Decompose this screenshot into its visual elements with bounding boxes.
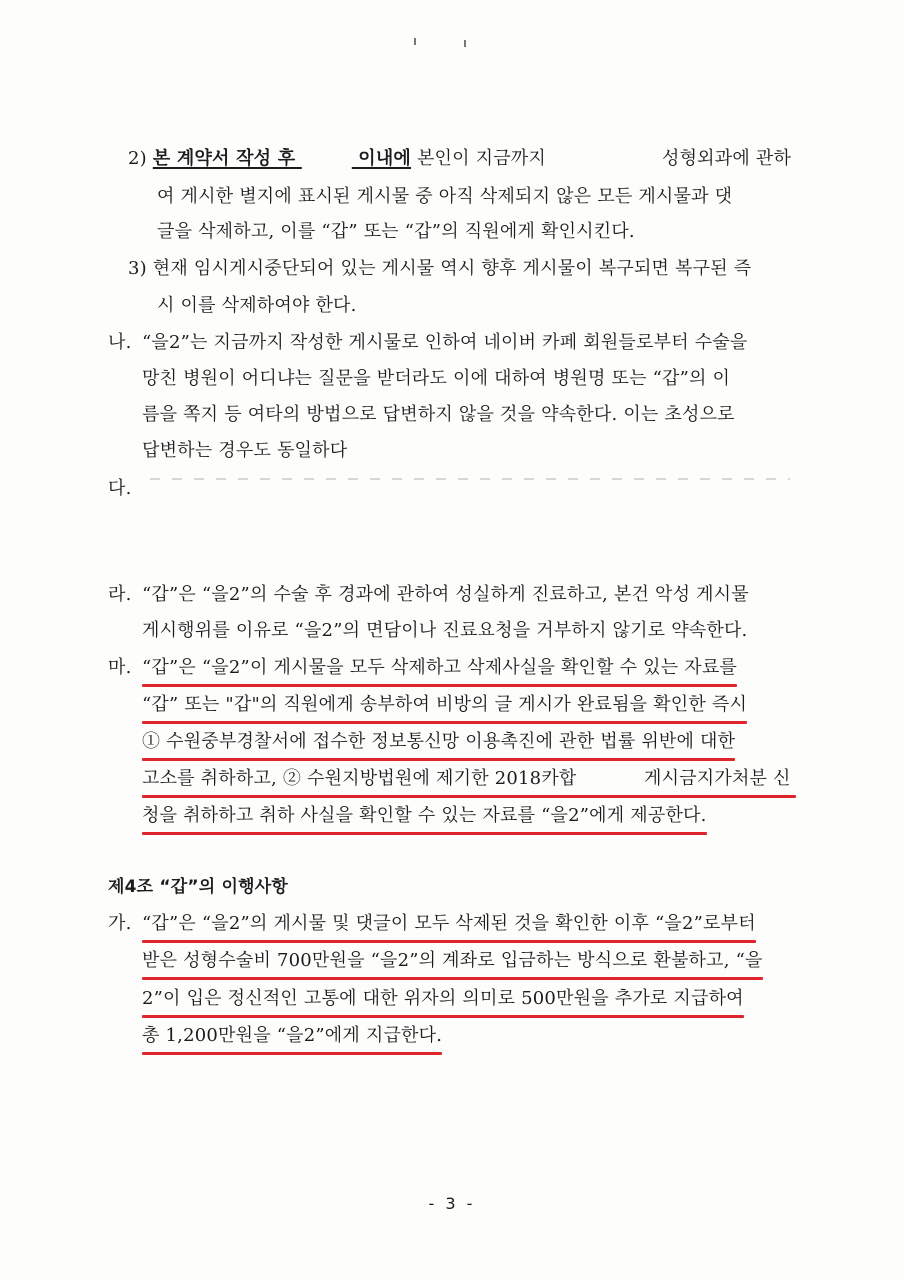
section-ga-marker: 가. <box>108 913 132 934</box>
scan-speck <box>464 40 466 47</box>
section-ga-line-1: “갑”은 “을2”의 게시물 및 댓글이 모두 삭제된 것을 확인한 이후 “을2”로부터 <box>142 911 756 937</box>
section-ga-line-3: 2”이 입은 정신적인 고통에 대한 위자의 의미로 500만원을 추가로 지급하여 <box>142 986 744 1012</box>
item-2-deadline: 본 계약서 작성 후 이내에 <box>152 148 412 169</box>
section-na-line-2: 망친 병원이 어디냐는 질문을 받더라도 이에 대하여 병원명 또는 “갑”의 이 <box>142 368 731 389</box>
article-4-heading: 제4조 “갑”의 이행사항 <box>108 877 288 897</box>
page-number: - 3 - <box>428 1194 476 1213</box>
section-na-line-3: 름을 쪽지 등 여타의 방법으로 답변하지 않을 것을 약속한다. 이는 초성으로 <box>142 404 735 425</box>
section-ma-line-1: “갑”은 “을2”이 게시물을 모두 삭제하고 삭제사실을 확인할 수 있는 자료를 <box>142 655 737 681</box>
section-ga-line-4: 총 1,200만원을 “을2”에게 지급한다. <box>142 1023 442 1049</box>
section-ra-line-2: 게시행위를 이유로 “을2”의 면담이나 진료요청을 거부하지 않기로 약속한다. <box>142 620 748 641</box>
section-ga-line-2: 받은 성형수술비 700만원을 “을2”의 계좌로 입금하는 방식으로 환불하고, “을 <box>142 948 763 974</box>
item-2-number: 2) <box>128 148 147 169</box>
red-underline <box>142 795 796 798</box>
redaction-dotted-line <box>150 478 790 480</box>
red-underline <box>142 832 707 835</box>
section-ma-line-5: 청을 취하하고 취하 사실을 확인할 수 있는 자료를 “을2”에게 제공한다. <box>142 803 707 829</box>
item-2-line-2: 여 게시한 별지에 표시된 게시물 중 아직 삭제되지 않은 모든 게시물과 댓 <box>157 186 733 207</box>
red-underline <box>142 721 747 724</box>
item-3-line-2: 시 이를 삭제하여야 한다. <box>157 295 357 316</box>
item-2-line-1 <box>128 146 546 172</box>
section-ma-line-2: “갑” 또는 "갑"의 직원에게 송부하여 비방의 글 게시가 완료됨을 확인한 즉시 <box>142 692 747 718</box>
item-2-line-3: 글을 삭제하고, 이를 “갑” 또는 “갑”의 직원에게 확인시킨다. <box>157 221 635 242</box>
section-da-marker: 다. <box>108 478 132 499</box>
section-ma-marker: 마. <box>108 657 132 678</box>
section-na-marker: 나. <box>108 332 132 353</box>
red-underline <box>142 758 735 761</box>
section-na-line-1: “을2”는 지금까지 작성한 게시물로 인하여 네이버 카페 회원들로부터 수술을 <box>142 332 748 353</box>
item-3-line-1: 3) 현재 임시게시중단되어 있는 게시물 역시 향후 게시물이 복구되면 복구된 즉 <box>128 258 752 279</box>
section-ma-line-4: 고소를 취하하고, ② 수원지방법원에 제기한 2018카합 <box>142 766 796 792</box>
item-3-number: 3) <box>128 258 147 279</box>
red-underline <box>142 940 756 943</box>
section-ma-line-4-tail: 게시금지가처분 신 <box>644 768 791 789</box>
red-underline <box>142 1052 442 1055</box>
section-na-line-4: 답변하는 경우도 동일하다 <box>142 440 348 461</box>
scan-speck <box>414 38 416 45</box>
item-2-line-1-tail: 성형외과에 관하 <box>662 148 792 169</box>
section-ra-marker: 라. <box>108 584 132 605</box>
section-ra-line-1: “갑”은 “을2”의 수술 후 경과에 관하여 성실하게 진료하고, 본건 악성 게시물 <box>142 584 749 605</box>
item-2-text: 본인이 지금까지 <box>416 148 546 169</box>
red-underline <box>142 977 763 980</box>
section-ma-line-3: ① 수원중부경찰서에 접수한 정보통신망 이용촉진에 관한 법률 위반에 대한 <box>142 729 735 755</box>
red-underline <box>142 684 737 687</box>
red-underline <box>142 1015 744 1018</box>
